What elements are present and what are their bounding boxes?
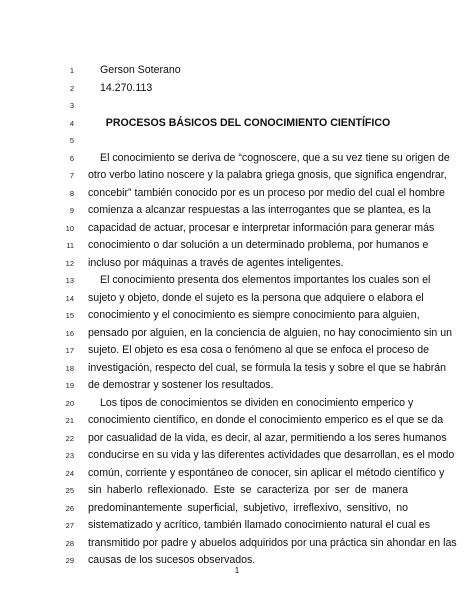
line-text: sujeto. El objeto es esa cosa o fenómeno al que se enfoca el proceso de (88, 344, 429, 356)
document-line (0, 132, 474, 149)
line-number: 25 (65, 486, 74, 495)
line-text: capacidad de actuar, procesar e interpretar información para generar más (88, 221, 435, 234)
line-number: 24 (65, 468, 74, 478)
line-text: 14.270.113 (100, 81, 153, 94)
document-line (0, 185, 474, 202)
line-text: conocimiento científico, en donde el conocimiento emperico es el que se da (88, 414, 444, 426)
line-number: 23 (65, 451, 74, 460)
line-text: transmitido por padre y abuelos adquiridos por una práctica sin ahondar en las (88, 536, 457, 549)
line-number: 28 (65, 538, 74, 548)
document-line (0, 290, 474, 307)
document-line (0, 552, 474, 569)
document-line (0, 377, 474, 394)
document-line (0, 167, 474, 184)
document-line (0, 115, 474, 132)
document-line (0, 517, 474, 534)
line-number: 12 (65, 258, 74, 268)
line-text: El conocimiento presenta dos elementos importantes los cuales son el (100, 274, 431, 286)
line-number: 27 (65, 521, 74, 530)
line-number: 1 (69, 66, 74, 75)
document-line (0, 97, 474, 114)
line-number: 22 (65, 433, 74, 443)
line-text: sin haberlo reflexionado. Este se caracteriza por ser de manera (88, 484, 408, 496)
page-number: 1 (234, 566, 240, 575)
document-line (0, 500, 474, 517)
line-text: sistematizado y acrítico, también llamado conocimiento natural el cual es (88, 519, 431, 531)
line-text: Los tipos de conocimientos se dividen en conocimiento emperico y (100, 396, 414, 409)
line-number: 18 (65, 363, 74, 373)
line-text: concebir” también conocido por es un proceso por medio del cual el hombre (88, 186, 445, 199)
line-text: conocimiento y el conocimiento es siempre conocimiento para alguien, (88, 309, 420, 321)
document-title: PROCESOS BÁSICOS DEL CONOCIMIENTO CIENTÍFICO (105, 116, 391, 129)
document-line (0, 220, 474, 237)
line-number: 13 (65, 276, 74, 285)
document-line (0, 272, 474, 289)
document-line (0, 255, 474, 272)
document-line (0, 465, 474, 482)
line-number: 15 (65, 311, 74, 320)
line-number: 8 (69, 188, 74, 198)
line-number: 29 (65, 556, 74, 565)
line-text: de demostrar y sostener los resultados. (88, 379, 274, 391)
document-line (0, 325, 474, 342)
line-number: 11 (66, 241, 74, 250)
line-text: predominantemente superficial, subjetivo, irreflexivo, sensitivo, no (88, 501, 408, 514)
document-line (0, 360, 474, 377)
line-text: incluso por máquinas a través de agentes inteligentes. (88, 256, 344, 269)
line-number: 17 (65, 346, 74, 355)
line-text: sujeto y objeto, donde el sujeto es la persona que adquiere o elabora el (88, 291, 424, 304)
line-number: 20 (65, 398, 74, 408)
document-line (0, 412, 474, 429)
line-number: 16 (65, 328, 74, 338)
line-number: 5 (69, 136, 74, 145)
document-line (0, 62, 474, 79)
line-text: causas de los sucesos observados. (88, 554, 256, 566)
line-text: conocimiento o dar solución a un determinado problema, por humanos e (88, 239, 429, 251)
line-number: 26 (65, 503, 74, 513)
document-line (0, 237, 474, 254)
line-text: común, corriente y espontáneo de conocer, sin aplicar el método científico y (88, 466, 445, 479)
line-number: 21 (65, 416, 74, 425)
document-line (0, 202, 474, 219)
document-line (0, 150, 474, 167)
document-line (0, 430, 474, 447)
line-text: investigación, respecto del cual, se formula la tesis y sobre el que se habrán (88, 361, 447, 374)
line-text: otro verbo latino noscere y la palabra griega gnosis, que significa engendrar, (88, 169, 447, 181)
line-number: 14 (65, 293, 74, 303)
line-number: 19 (65, 381, 74, 390)
line-text: El conocimiento se deriva de “cognoscere, que a su vez tiene su origen de (100, 151, 450, 164)
line-number: 9 (69, 206, 74, 215)
line-text: comienza a alcanzar respuestas a las interrogantes que se plantea, es la (88, 204, 431, 216)
line-number: 6 (69, 153, 74, 163)
document-line (0, 342, 474, 359)
document-line (0, 80, 474, 97)
line-text: por casualidad de la vida, es decir, al azar, permitiendo a los seres humanos (88, 431, 447, 444)
document-line (0, 535, 474, 552)
line-number: 2 (69, 83, 74, 93)
line-number: 3 (69, 101, 74, 110)
line-text: Gerson Soterano (100, 64, 181, 76)
line-text: pensado por alguien, en la conciencia de alguien, no hay conocimiento sin un (88, 326, 452, 339)
document-line (0, 307, 474, 324)
line-number: 10 (65, 223, 74, 233)
document-line (0, 447, 474, 464)
line-number: 7 (69, 171, 74, 180)
document-line (0, 482, 474, 499)
line-text: conducirse en su vida y las diferentes actividades que desarrollan, es el modo (88, 449, 455, 461)
line-number: 4 (69, 118, 74, 128)
document-line (0, 395, 474, 412)
